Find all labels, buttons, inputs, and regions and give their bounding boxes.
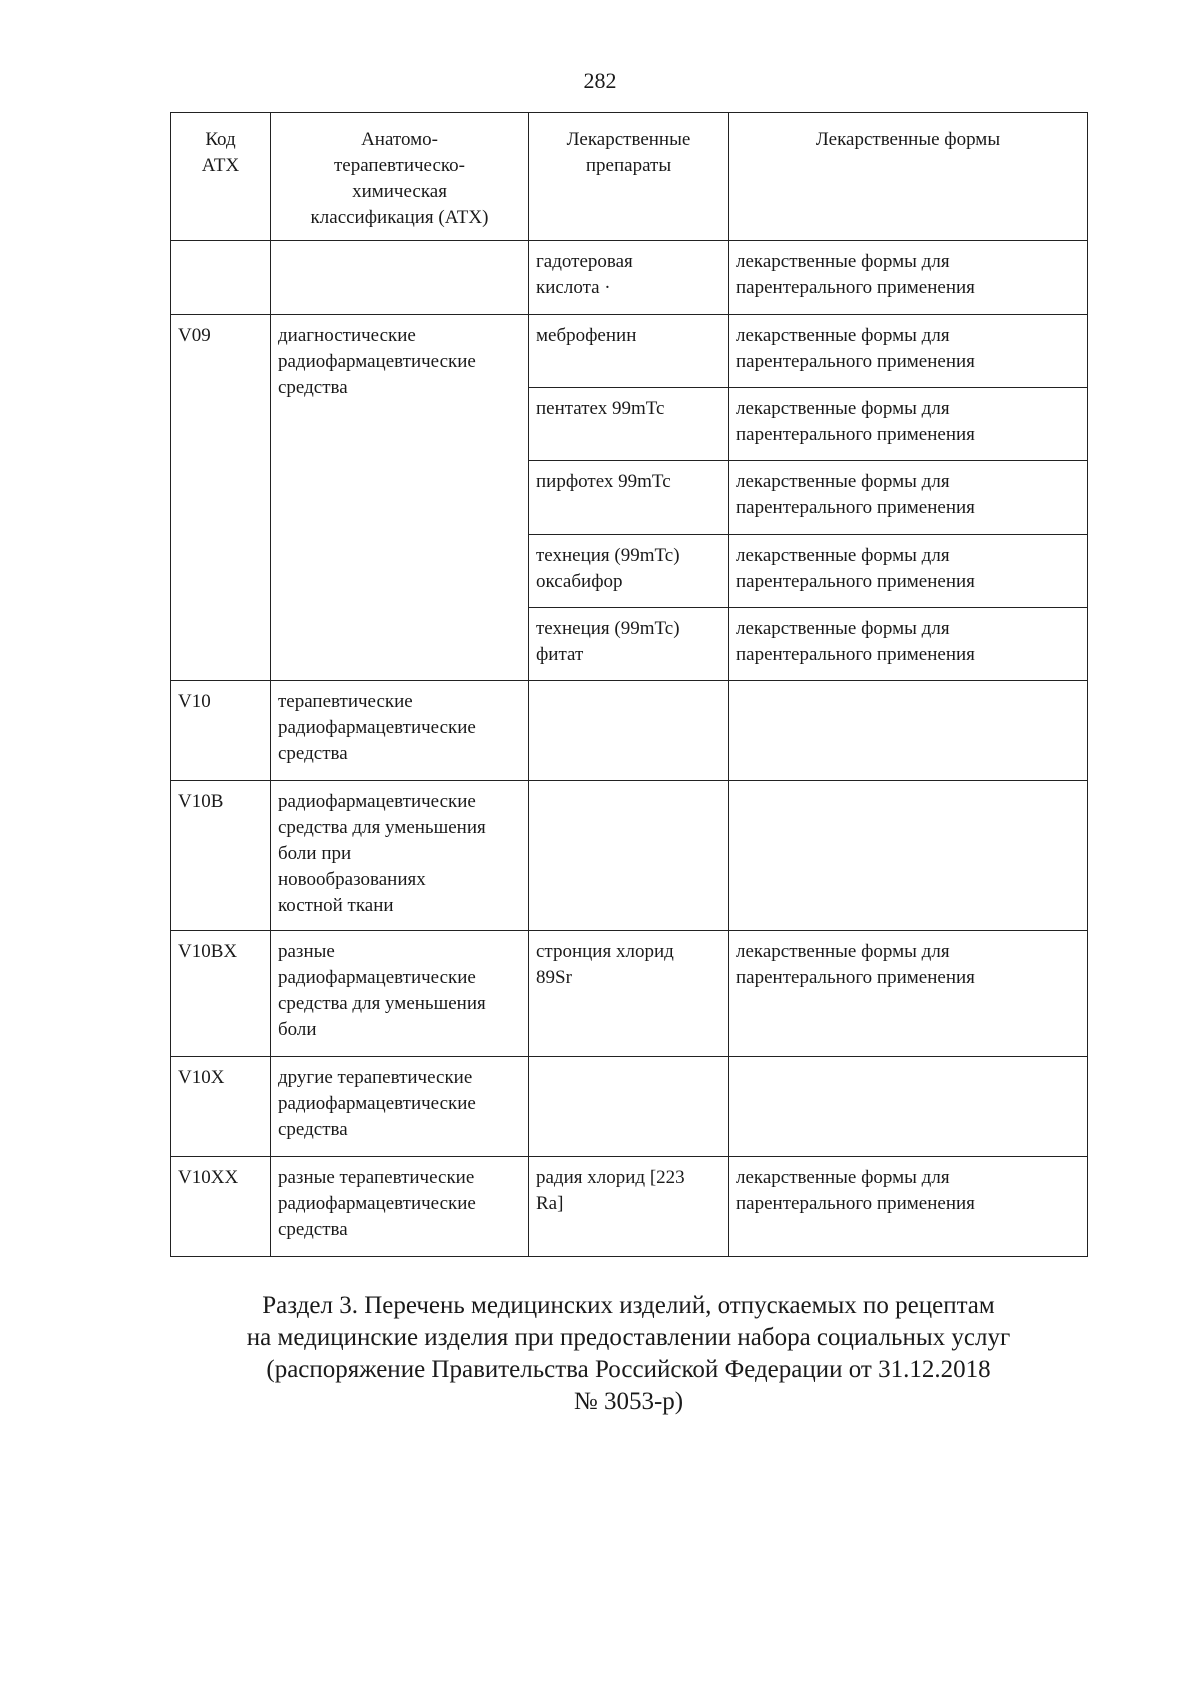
classification-line: костной ткани: [278, 895, 394, 916]
classification-line: радиофармацевтические: [278, 791, 476, 812]
cell-drugs: пентатех 99mTc: [529, 388, 729, 461]
classification-line: радиофармацевтические: [278, 351, 476, 372]
classification-line: боли при: [278, 843, 352, 864]
table-row: [171, 315, 1088, 388]
classification-line: средства для уменьшения: [278, 993, 486, 1014]
table-row: [171, 931, 1088, 1057]
cell-drugs: [529, 931, 729, 1057]
cell-forms: [729, 1057, 1088, 1157]
form-line: парентерального применения: [736, 277, 975, 298]
cell-code: V10B: [171, 781, 271, 931]
classification-line: диагностические: [278, 325, 416, 346]
drug-line: кислота ·: [536, 277, 611, 298]
classification-line: радиофармацевтические: [278, 1093, 476, 1114]
classification-line: средства: [278, 377, 348, 398]
classification-line: радиофармацевтические: [278, 967, 476, 988]
cell-drugs: [529, 1157, 729, 1257]
classification-line: средства: [278, 1219, 348, 1240]
cell-code: V10XX: [171, 1157, 271, 1257]
header-code-line: АТХ: [201, 155, 240, 176]
table-header-row: [171, 113, 1088, 241]
section-title-line: на медицинские изделия при предоставлении набора социальных услуг: [246, 1324, 1011, 1351]
cell-code: [171, 241, 271, 315]
page-number: 282: [583, 68, 617, 93]
form-line: парентерального применения: [736, 571, 975, 592]
cell-forms: [729, 241, 1088, 315]
table-row: [171, 1157, 1088, 1257]
form-line: лекарственные формы для: [736, 251, 950, 272]
cell-code: V10: [171, 681, 271, 781]
form-line: парентерального применения: [736, 351, 975, 372]
classification-line: терапевтические: [278, 691, 413, 712]
cell-classification: [271, 315, 529, 681]
section-title-line: (распоряжение Правительства Российской Федерации от 31.12.2018: [266, 1356, 991, 1383]
cell-forms: [729, 608, 1088, 681]
cell-drugs: [529, 608, 729, 681]
drug-line: радия хлорид [223: [536, 1167, 685, 1188]
form-line: лекарственные формы для: [736, 1167, 950, 1188]
form-line: парентерального применения: [736, 497, 975, 518]
form-line: лекарственные формы для: [736, 941, 950, 962]
header-classification: [271, 113, 529, 241]
atc-table: [170, 112, 1088, 1257]
form-line: лекарственные формы для: [736, 398, 950, 419]
cell-classification: [271, 931, 529, 1057]
classification-line: разные: [278, 941, 335, 962]
classification-line: средства: [278, 743, 348, 764]
cell-classification: [271, 241, 529, 315]
cell-forms: [729, 781, 1088, 931]
cell-drugs: [529, 681, 729, 781]
header-code: [171, 113, 271, 241]
classification-line: боли: [278, 1019, 317, 1040]
header-classification-line: Анатомо-: [361, 129, 438, 150]
cell-drugs: [529, 781, 729, 931]
cell-classification: [271, 681, 529, 781]
header-drugs-line: Лекарственные: [566, 129, 691, 150]
section-title: [170, 1290, 1087, 1418]
cell-drugs: [529, 1057, 729, 1157]
header-code-line: Код: [205, 129, 236, 150]
classification-line: радиофармацевтические: [278, 717, 476, 738]
classification-line: радиофармацевтические: [278, 1193, 476, 1214]
cell-forms: [729, 315, 1088, 388]
classification-line: средства для уменьшения: [278, 817, 486, 838]
form-line: парентерального применения: [736, 1193, 975, 1214]
drug-line: технеция (99mTc): [536, 545, 680, 566]
form-line: парентерального применения: [736, 424, 975, 445]
section-title-line: № 3053-р): [573, 1388, 684, 1415]
cell-classification: [271, 1057, 529, 1157]
header-classification-line: терапевтическо-: [334, 155, 465, 176]
form-line: лекарственные формы для: [736, 325, 950, 346]
form-line: лекарственные формы для: [736, 545, 950, 566]
header-forms: Лекарственные формы: [729, 113, 1088, 241]
drug-line: 89Sr: [536, 967, 572, 988]
drug-line: Ra]: [536, 1193, 564, 1214]
drug-line: оксабифор: [536, 571, 623, 592]
cell-forms: [729, 931, 1088, 1057]
cell-drugs: [529, 241, 729, 315]
drug-line: технеция (99mTc): [536, 618, 680, 639]
header-drugs-line: препараты: [585, 155, 672, 176]
table-row: [171, 241, 1088, 315]
cell-drugs: меброфенин: [529, 315, 729, 388]
table-row: [171, 1057, 1088, 1157]
classification-line: разные терапевтические: [278, 1167, 475, 1188]
header-drugs: [529, 113, 729, 241]
cell-classification: [271, 781, 529, 931]
classification-line: другие терапевтические: [278, 1067, 473, 1088]
cell-classification: [271, 1157, 529, 1257]
classification-line: средства: [278, 1119, 348, 1140]
table-row: [171, 681, 1088, 781]
form-line: парентерального применения: [736, 967, 975, 988]
cell-code: V09: [171, 315, 271, 681]
cell-forms: [729, 1157, 1088, 1257]
classification-line: новообразованиях: [278, 869, 426, 890]
form-line: лекарственные формы для: [736, 471, 950, 492]
form-line: лекарственные формы для: [736, 618, 950, 639]
cell-drugs: пирфотех 99mTc: [529, 461, 729, 535]
drug-line: стронция хлорид: [536, 941, 674, 962]
cell-forms: [729, 681, 1088, 781]
section-title-line: Раздел 3. Перечень медицинских изделий, отпускаемых по рецептам: [262, 1292, 995, 1319]
cell-forms: [729, 535, 1088, 608]
cell-forms: [729, 388, 1088, 461]
drug-line: фитат: [536, 644, 584, 665]
cell-forms: [729, 461, 1088, 535]
header-classification-line: классификация (АТХ): [310, 207, 489, 228]
cell-code: V10X: [171, 1057, 271, 1157]
drug-line: гадотеровая: [536, 251, 633, 272]
cell-drugs: [529, 535, 729, 608]
table-row: [171, 781, 1088, 931]
cell-code: V10BX: [171, 931, 271, 1057]
header-classification-line: химическая: [352, 181, 447, 202]
form-line: парентерального применения: [736, 644, 975, 665]
